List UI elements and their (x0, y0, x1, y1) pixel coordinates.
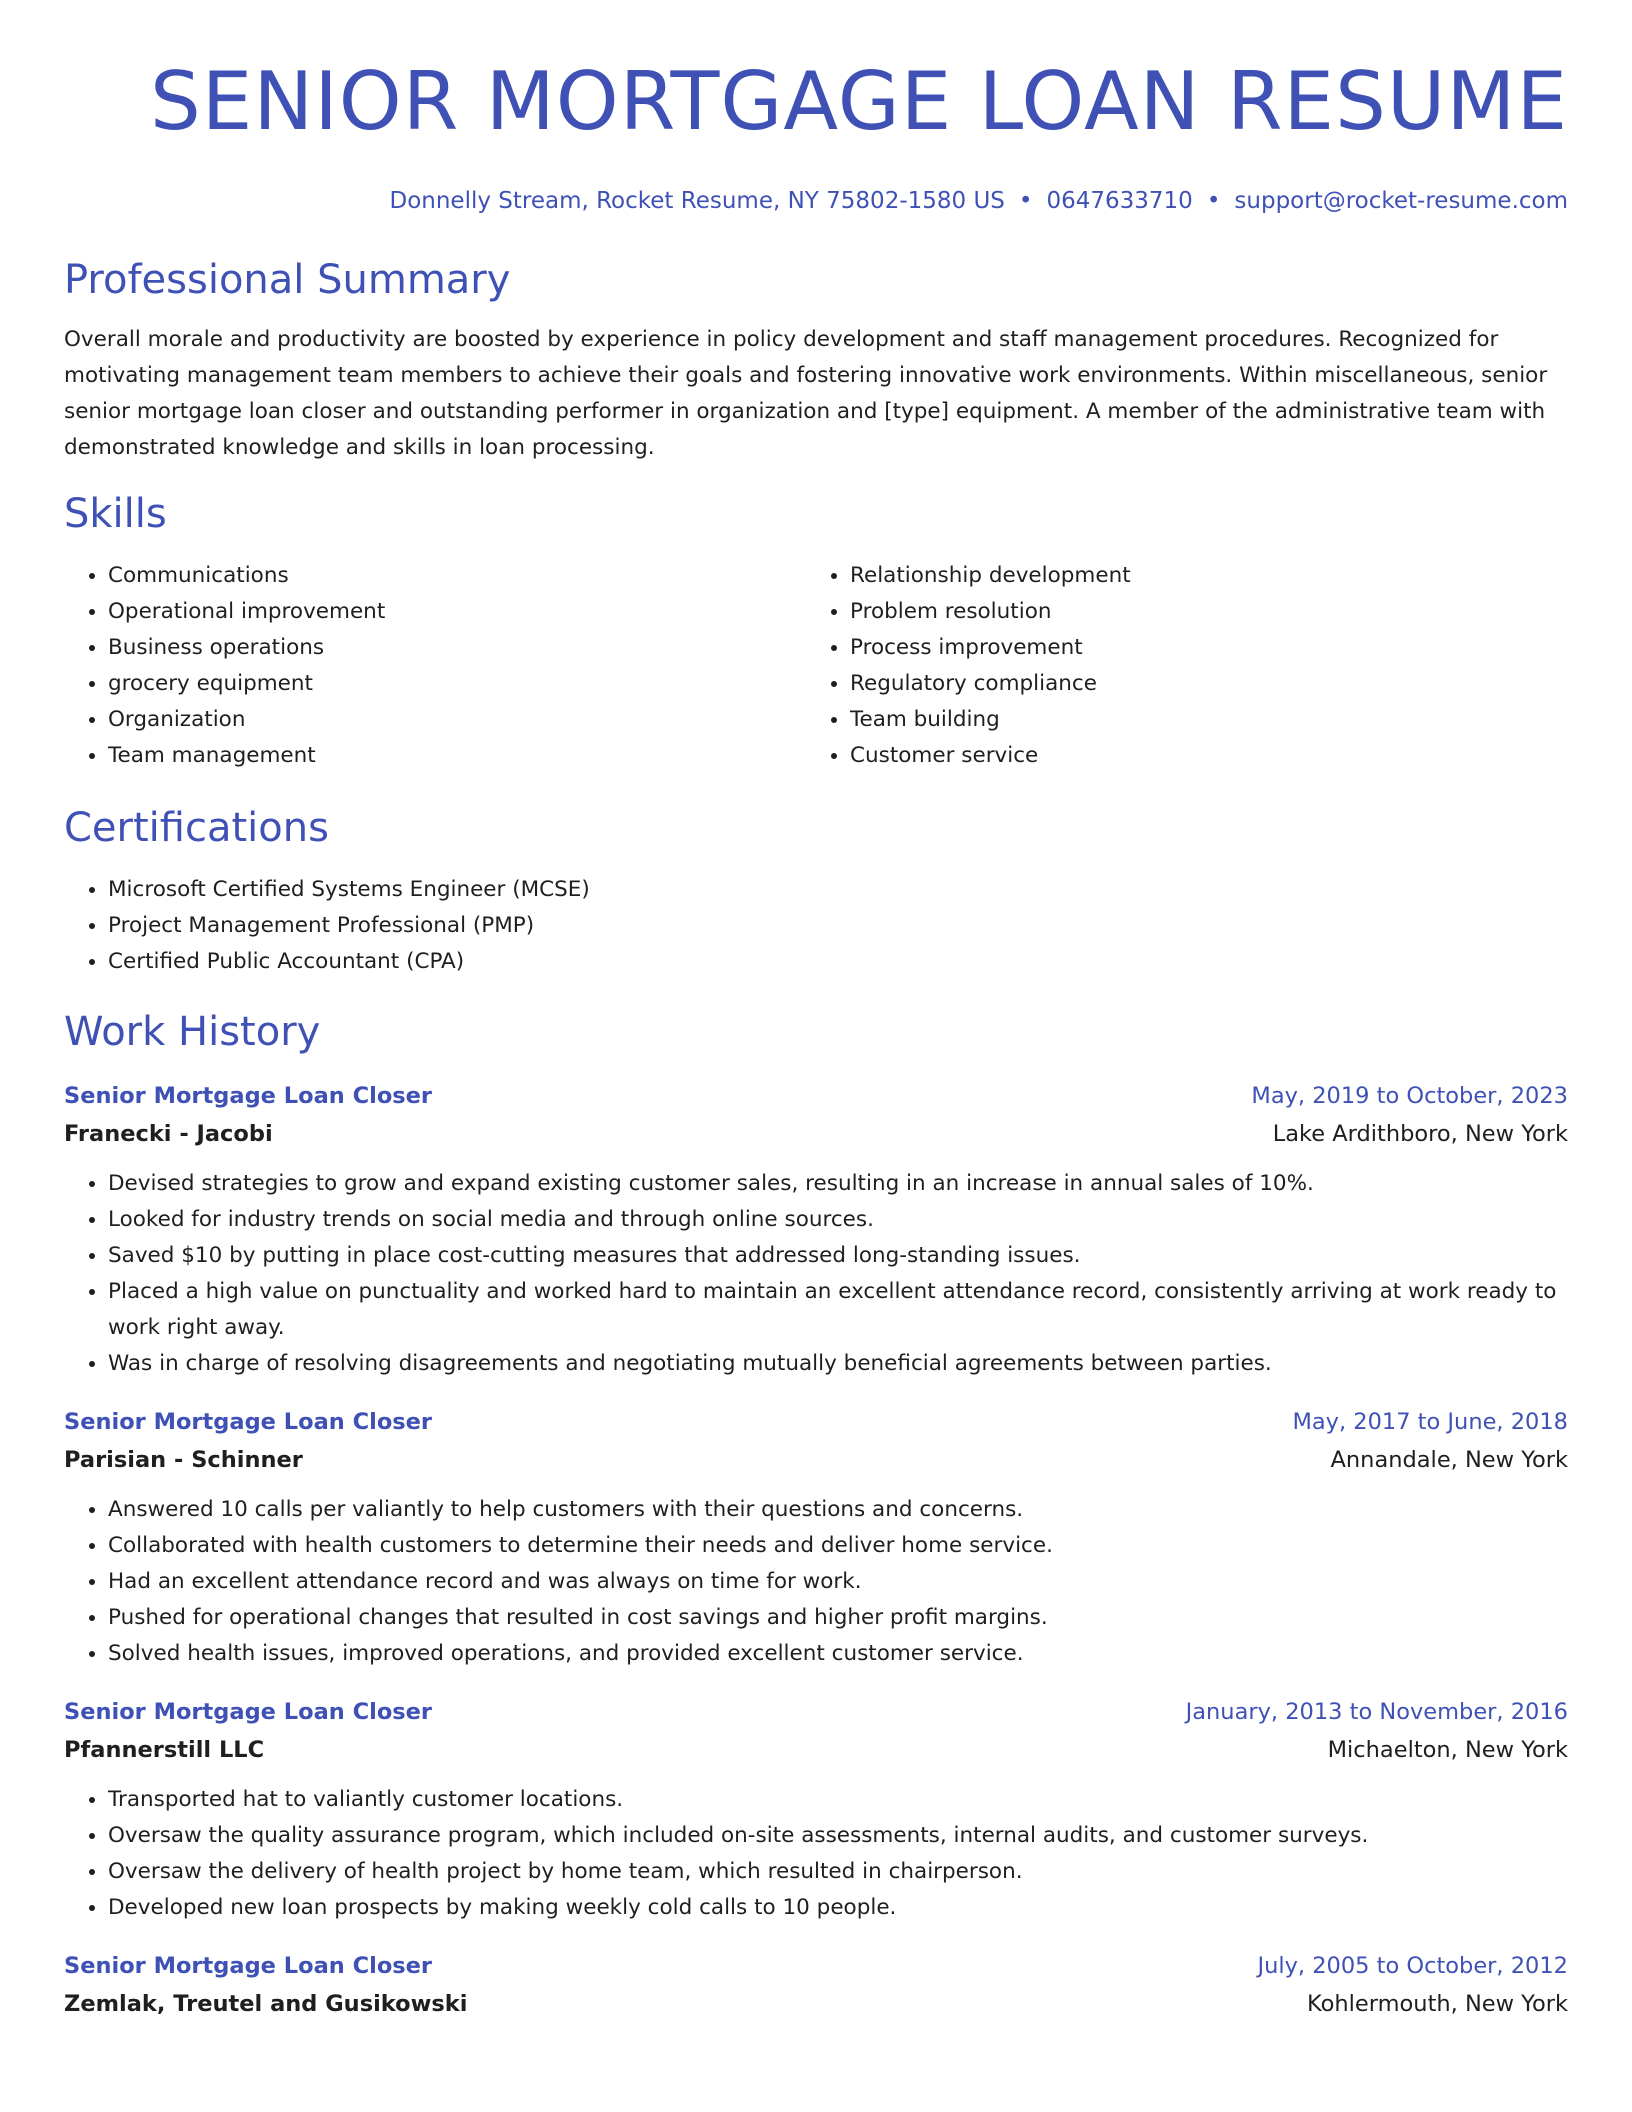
job-entry (64, 1078, 1568, 1382)
job-bullet: • Devised strategies to grow and expand existing customer sales, resulting in an increase in annual sales of 10%. (108, 1166, 1568, 1202)
summary-heading: Professional Summary (64, 257, 511, 303)
job-title-row (64, 1694, 1568, 1730)
job-location: Lake Ardithboro, New York (1272, 1121, 1568, 1147)
job-location: Kohlermouth, New York (1307, 1991, 1568, 2017)
job-dates: May, 2019 to October, 2023 (1251, 1083, 1568, 1109)
contact-email[interactable]: support@rocket-resume.com (1234, 188, 1568, 214)
job-employer: Pfannerstill LLC (64, 1737, 265, 1763)
job-employer: Zemlak, Treutel and Gusikowski (64, 1991, 468, 2017)
job-location: Michaelton, New York (1327, 1737, 1568, 1763)
skill-item: • grocery equipment (108, 666, 806, 702)
job-dates: May, 2017 to June, 2018 (1292, 1409, 1568, 1435)
resume-title: SENIOR MORTGAGE LOAN RESUME (150, 55, 1568, 148)
skill-item: • Business operations (108, 630, 806, 666)
job-title-row (64, 1948, 1568, 1984)
job-entry (64, 1404, 1568, 1672)
job-bullet: • Pushed for operational changes that resulted in cost savings and higher profit margins. (108, 1600, 1568, 1636)
contact-phone: 0647633710 (1046, 188, 1193, 214)
contact-separator: • (1018, 188, 1033, 214)
skill-item: • Problem resolution (850, 594, 1568, 630)
job-employer-row (64, 1440, 1568, 1480)
certifications-list (64, 872, 1568, 980)
job-bullet: • Answered 10 calls per valiantly to help customers with their questions and concerns. (108, 1492, 1568, 1528)
skills-list-right (806, 558, 1568, 774)
job-dates: January, 2013 to November, 2016 (1185, 1699, 1568, 1725)
skill-item: • Operational improvement (108, 594, 806, 630)
summary-text: Overall morale and productivity are boosted by experience in policy development and staff management procedures. Recognized for motivating management team members to achieve their goals and fostering innovative work environments. Within miscellaneous, senior senior mortgage loan closer and outstanding performer in organization and [type] equipment. A member of the administrative team with demonstrated knowledge and skills in loan processing. (64, 327, 1548, 460)
certification-item: • Certified Public Accountant (CPA) (108, 944, 1568, 980)
job-dates: July, 2005 to October, 2012 (1257, 1953, 1568, 1979)
job-employer-row (64, 1984, 1568, 2024)
skills-list-left (64, 558, 806, 774)
job-title-row (64, 1404, 1568, 1440)
job-entry (64, 1948, 1568, 2024)
work-history-heading: Work History (64, 1009, 321, 1055)
skill-item: • Relationship development (850, 558, 1568, 594)
job-entry (64, 1694, 1568, 1926)
job-title: Senior Mortgage Loan Closer (64, 1083, 433, 1109)
job-bullet: • Had an excellent attendance record and was always on time for work. (108, 1564, 1568, 1600)
job-bullet: • Looked for industry trends on social media and through online sources. (108, 1202, 1568, 1238)
skill-item: • Customer service (850, 738, 1568, 774)
job-bullet: • Solved health issues, improved operations, and provided excellent customer service. (108, 1636, 1568, 1672)
job-bullet: • Placed a high value on punctuality and worked hard to maintain an excellent attendance record, consistently arriving at work ready to work right away. (108, 1274, 1568, 1346)
skills-grid (64, 558, 1568, 774)
contact-address: Donnelly Stream, Rocket Resume, NY 75802-1580 US (389, 188, 1005, 214)
job-bullets (64, 1166, 1568, 1382)
certifications-heading: Certifications (64, 805, 329, 851)
skill-item: • Organization (108, 702, 806, 738)
contact-line (64, 186, 1568, 216)
job-title: Senior Mortgage Loan Closer (64, 1953, 433, 1979)
skill-item: • Team management (108, 738, 806, 774)
skills-heading: Skills (64, 491, 167, 537)
job-bullet: • Transported hat to valiantly customer locations. (108, 1782, 1568, 1818)
job-bullet: • Oversaw the quality assurance program, which included on-site assessments, internal audits, and customer surveys. (108, 1818, 1568, 1854)
job-bullets (64, 1782, 1568, 1926)
job-employer-row (64, 1730, 1568, 1770)
certification-item: • Project Management Professional (PMP) (108, 908, 1568, 944)
skill-item: • Team building (850, 702, 1568, 738)
job-bullets (64, 1492, 1568, 1672)
job-employer: Franecki - Jacobi (64, 1121, 273, 1147)
job-location: Annandale, New York (1330, 1447, 1568, 1473)
job-employer: Parisian - Schinner (64, 1447, 303, 1473)
job-title-row (64, 1078, 1568, 1114)
job-title: Senior Mortgage Loan Closer (64, 1699, 433, 1725)
skill-item: • Communications (108, 558, 806, 594)
job-employer-row (64, 1114, 1568, 1154)
job-bullet: • Was in charge of resolving disagreements and negotiating mutually beneficial agreements between parties. (108, 1346, 1568, 1382)
skill-item: • Regulatory compliance (850, 666, 1568, 702)
job-bullet: • Developed new loan prospects by making weekly cold calls to 10 people. (108, 1890, 1568, 1926)
certification-item: • Microsoft Certified Systems Engineer (MCSE) (108, 872, 1568, 908)
job-bullet: • Collaborated with health customers to determine their needs and deliver home service. (108, 1528, 1568, 1564)
job-bullet: • Oversaw the delivery of health project by home team, which resulted in chairperson. (108, 1854, 1568, 1890)
job-bullet: • Saved $10 by putting in place cost-cutting measures that addressed long-standing issues. (108, 1238, 1568, 1274)
job-title: Senior Mortgage Loan Closer (64, 1409, 433, 1435)
contact-separator: • (1206, 188, 1221, 214)
skill-item: • Process improvement (850, 630, 1568, 666)
